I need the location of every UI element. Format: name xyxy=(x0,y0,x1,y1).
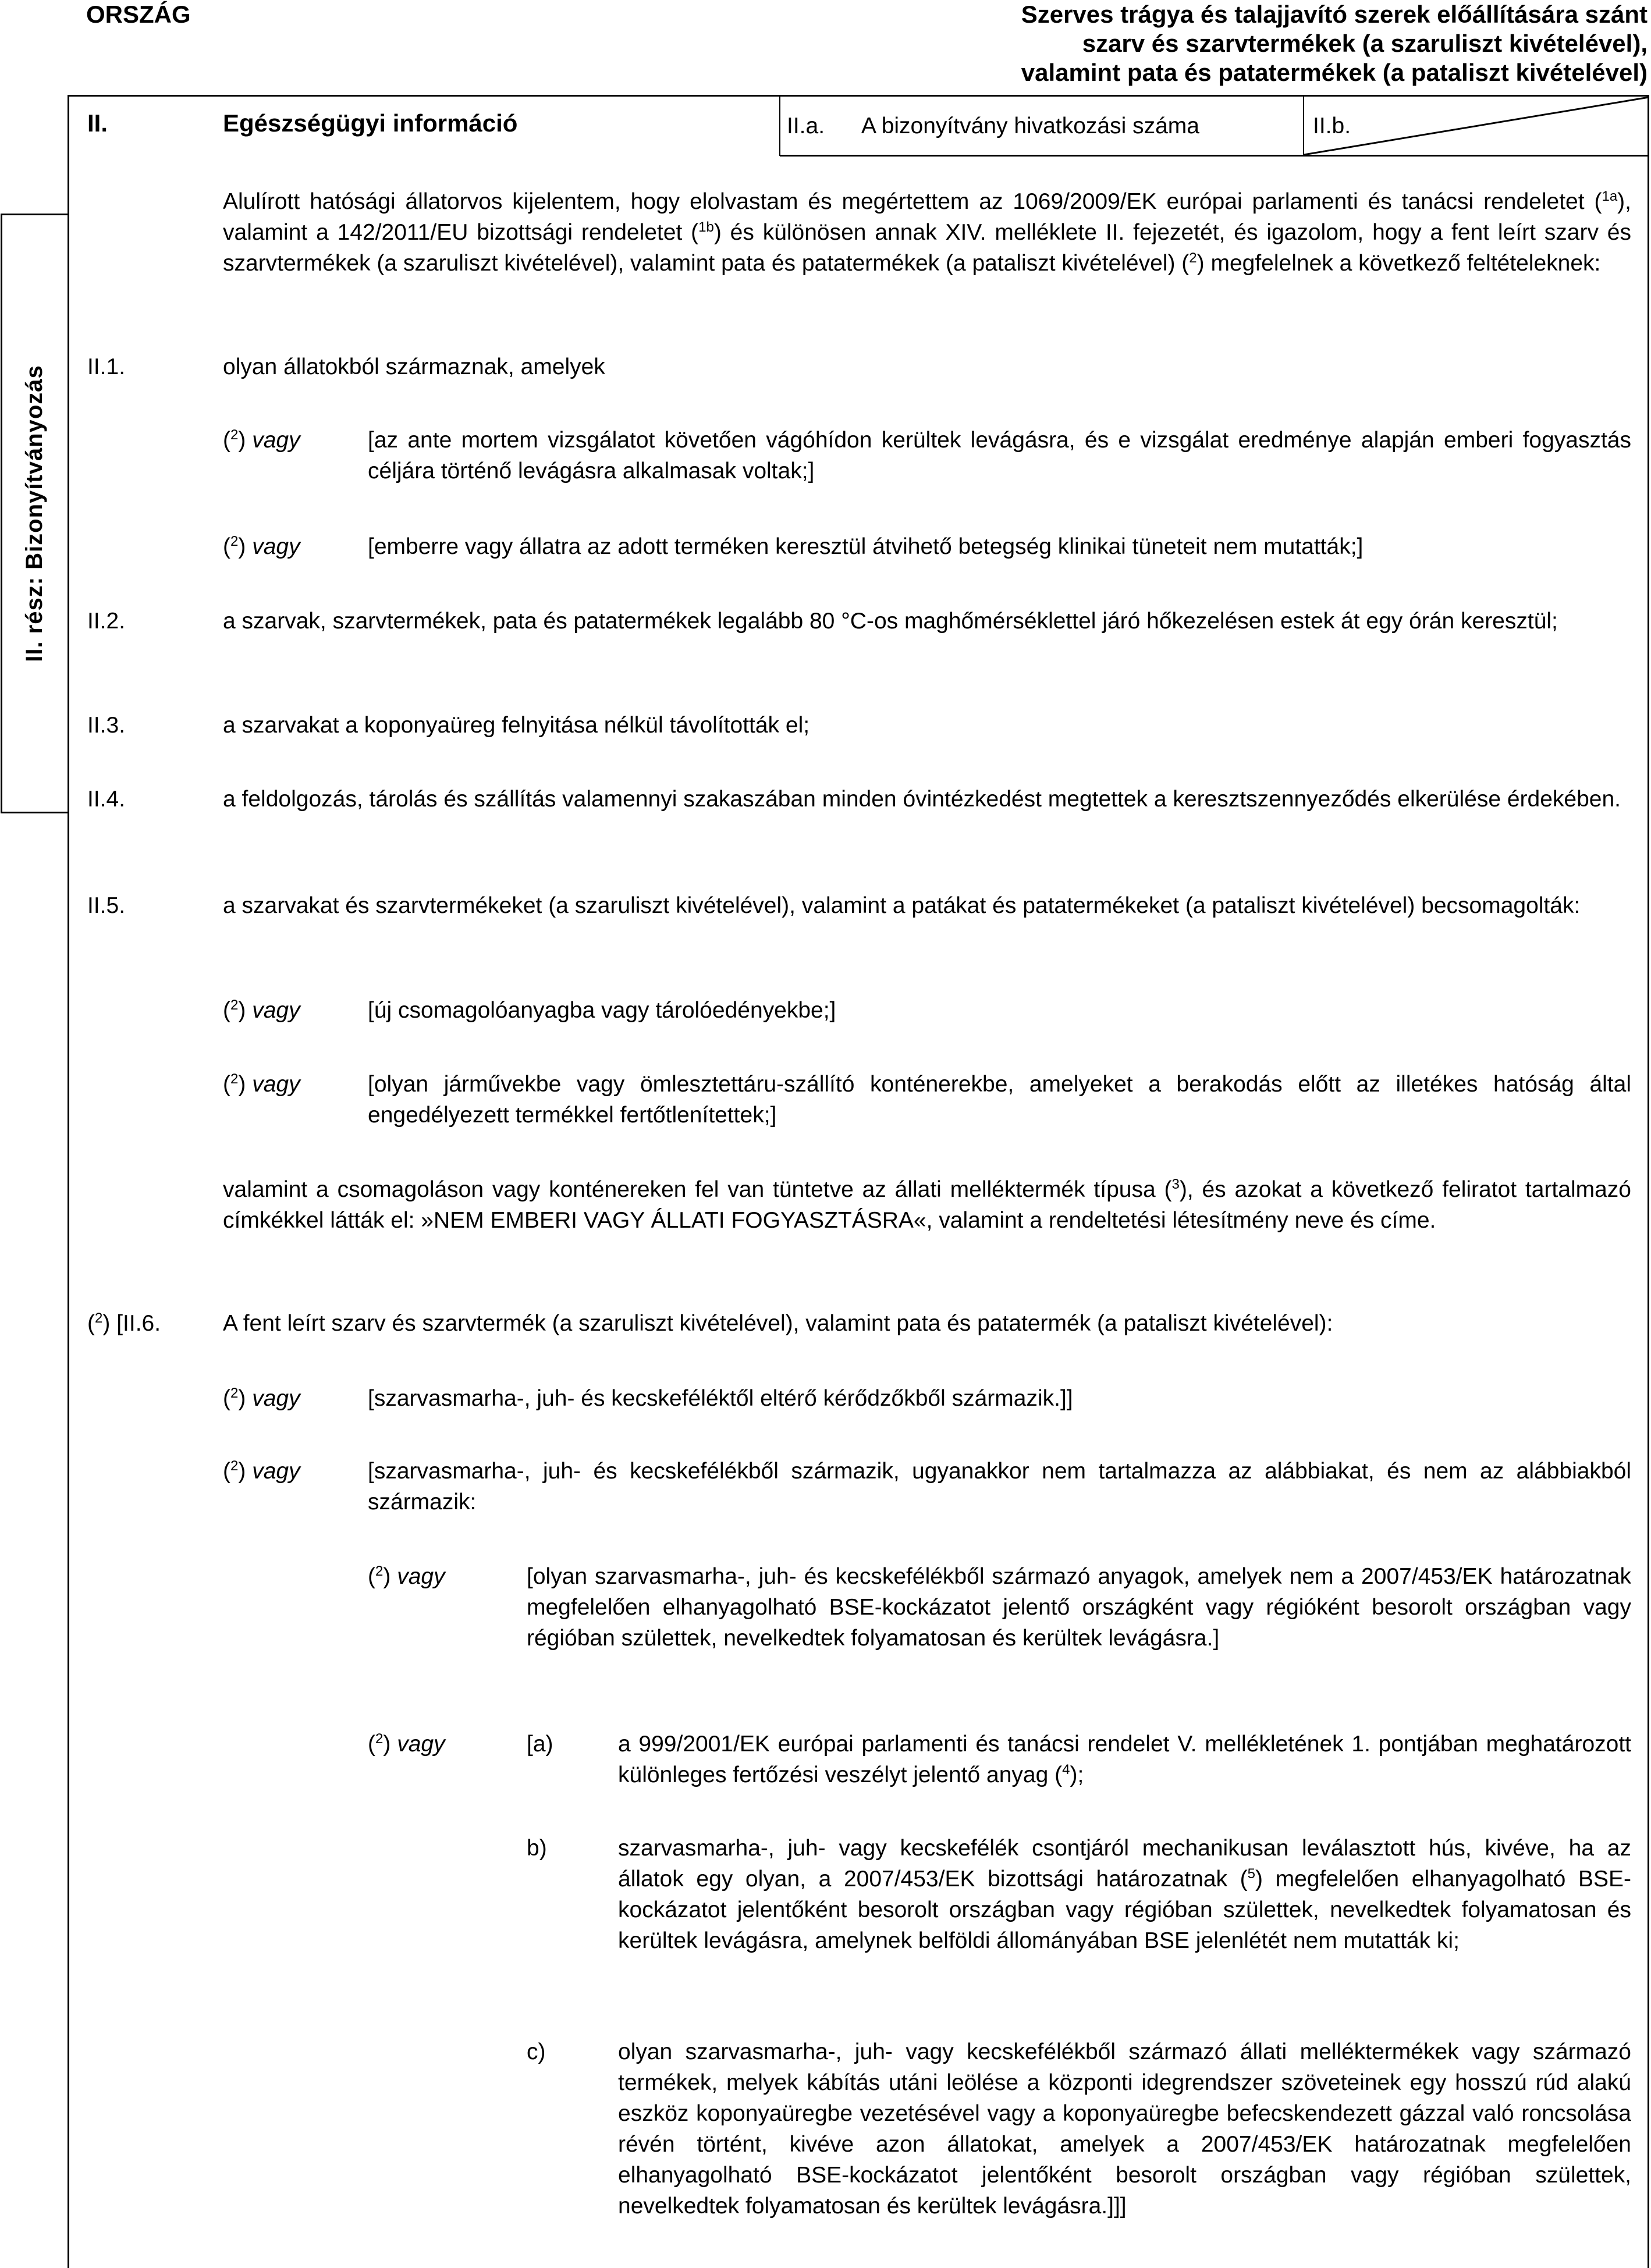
option-marker[interactable]: ($^2$) vagy xyxy=(223,997,300,1023)
option-marker[interactable]: ($^2$) vagy xyxy=(223,1071,300,1097)
clause-text: olyan állatokból származnak, amelyek xyxy=(223,354,605,379)
option-marker[interactable]: ($^2$) vagy xyxy=(368,1563,445,1589)
option-text: [szarvasmarha-, juh- és kecskefélékből származik, ugyanakkor nem tartalmazza az alábbiakat, és nem az alábbiakból származik: xyxy=(368,1459,1631,1515)
document-title xyxy=(778,0,1651,87)
title-line: szarv és szarvtermékek (a szaruliszt kivételével), xyxy=(1082,30,1648,57)
clause-text: a szarvak, szarvtermékek, pata és patatermékek legalább 80 °C-os maghőmérséklettel járó hőkezelésen estek át egy órán keresztül; xyxy=(223,609,1558,634)
clause-number: II.2. xyxy=(87,609,126,634)
section-title: Egészségügyi információ xyxy=(223,109,518,137)
section-number: II. xyxy=(87,109,108,137)
option-text: [olyan szarvasmarha-, juh- és kecskefélékből származó anyagok, amelyek nem a 2007/453/EK határozatnak megfelelően elhanyagolható BSE-kockázatot jelentő országként vagy régióként besorolt országban vagy régióban születtek, nevelkedtek folyamatosan és kerültek levágásra.] xyxy=(527,1564,1631,1651)
item-text: olyan szarvasmarha-, juh- vagy kecskefélékből származó állati melléktermékek vagy származó termékek, melyek kábítás utáni leölése a központi idegrendszer szöveteinek egy hosszú rúd alakú eszköz koponyaüregbe vezetésével vagy a koponyaüregbe befecskendezett gázzal való roncsolása révén történt, kivéve azon állatokat, amelyek a 2007/453/EK határozatnak megfelelően elhanyagolható BSE-kockázatot jelentőként besorolt országban vagy régióban születtek, nevelkedtek folyamatosan és kerültek levágásra.]]] xyxy=(618,2039,1631,2219)
certificate-ref-field[interactable]: A bizonyítvány hivatkozási száma xyxy=(861,113,1199,138)
clause-text: a szarvakat és szarvtermékeket (a szaruliszt kivételével), valamint a patákat és patatermékeket (a pataliszt kivételével) becsomagolták: xyxy=(223,893,1581,918)
title-line: Szerves trágya és talajjavító szerek előállítására szánt xyxy=(1021,1,1648,28)
iib-field[interactable]: II.b. xyxy=(1313,113,1351,138)
option-text: [új csomagolóanyagba vagy tárolóedényekbe;] xyxy=(368,998,836,1023)
sidebar-label: II. rész: Bizonyítványozás xyxy=(21,365,47,662)
option-text: [az ante mortem vizsgálatot követően vágóhídon kerültek levágásra, és e vizsgálat eredménye alapján emberi fogyasztás céljára történő levágásra alkalmasak voltak;] xyxy=(368,428,1631,484)
labeling-paragraph: valamint a csomagoláson vagy konténereken fel van tüntetve az állati melléktermék típusa ($^3$), és azokat a következő feliratot tartalmazó címkékkel látták el: »NEM EMBERI VAGY ÁLLATI FOGYASZTÁSRA«, valamint a rendeltetési létesítmény neve és címe. xyxy=(223,1176,1631,1233)
item-text: a 999/2001/EK európai parlamenti és tanácsi rendelet V. mellékletének 1. pontjában meghatározott különleges fertőzési veszélyt jelentő anyag ($^4$); xyxy=(618,1732,1631,1787)
option-marker[interactable]: ($^2$) vagy xyxy=(368,1731,445,1757)
item-label: [a) xyxy=(527,1732,553,1757)
item-label: c) xyxy=(527,2039,546,2064)
country-label: ORSZÁG xyxy=(86,1,191,28)
option-marker[interactable]: ($^2$) vagy xyxy=(223,1458,300,1484)
option-marker[interactable]: ($^2$) vagy xyxy=(223,427,300,453)
clause-number: II.5. xyxy=(87,893,126,918)
intro-paragraph: Alulírott hatósági állatorvos kijelentem, hogy elolvastam és megértettem az 1069/2009/EK európai parlamenti és tanácsi rendeletet ($^{1a}$), valamint a 142/2011/EU bizottsági rendeletet ($^{1b}$) és különösen annak XIV. melléklete II. fejezetét, és igazolom, hogy a fent leírt szarv és szarvtermékek (a szaruliszt kivételével), valamint pata és patatermékek (a pataliszt kivételével) ($^2$) megfelelnek a következő feltételeknek: xyxy=(223,189,1631,276)
clause-text: a feldolgozás, tárolás és szállítás valamennyi szakaszában minden óvintézkedést megtettek a keresztszennyeződés elkerülése érdekében. xyxy=(223,787,1621,812)
clause-number: II.3. xyxy=(87,713,126,738)
header-column-divider xyxy=(779,95,780,156)
clause-text: A fent leírt szarv és szarvtermék (a szaruliszt kivételével), valamint pata és patatermék (a pataliszt kivételével): xyxy=(223,1311,1333,1336)
clause-number[interactable]: ($^2$) [II.6. xyxy=(87,1310,161,1336)
item-label: b) xyxy=(527,1836,547,1861)
option-text: [szarvasmarha-, juh- és kecskeféléktől eltérő kérődzőkből származik.]] xyxy=(368,1386,1073,1411)
option-text: [emberre vagy állatra az adott terméken keresztül átvihető betegség klinikai tüneteit nem mutatták;] xyxy=(368,534,1364,559)
option-text: [olyan járművekbe vagy ömlesztettáru-szállító konténerekbe, amelyeket a berakodás előtt az illetékes hatóság által engedélyezett termékkel fertőtlenítettek;] xyxy=(368,1072,1631,1128)
certificate-ref-number-label: II.a. xyxy=(787,113,825,138)
option-marker[interactable]: ($^2$) vagy xyxy=(223,534,300,559)
option-marker[interactable]: ($^2$) vagy xyxy=(223,1385,300,1411)
title-line: valamint pata és patatermékek (a pataliszt kivételével) xyxy=(1021,59,1648,86)
clause-text: a szarvakat a koponyaüreg felnyitása nélkül távolították el; xyxy=(223,713,810,738)
clause-number: II.1. xyxy=(87,354,126,379)
clause-number: II.4. xyxy=(87,787,126,812)
strikethrough-diagonal xyxy=(1304,96,1649,156)
item-text: szarvasmarha-, juh- vagy kecskefélék csontjáról mechanikusan leválasztott hús, kivéve, ha az állatok egy olyan, a 2007/453/EK bizottsági határozatnak ($^5$) megfelelően elhanyagolható BSE-kockázatot jelentőként besorolt országban vagy régióban születtek, nevelkedtek folyamatosan és kerültek levágásra, amelynek belföldi állományában BSE jelenlétét nem mutatták ki; xyxy=(618,1836,1631,1953)
